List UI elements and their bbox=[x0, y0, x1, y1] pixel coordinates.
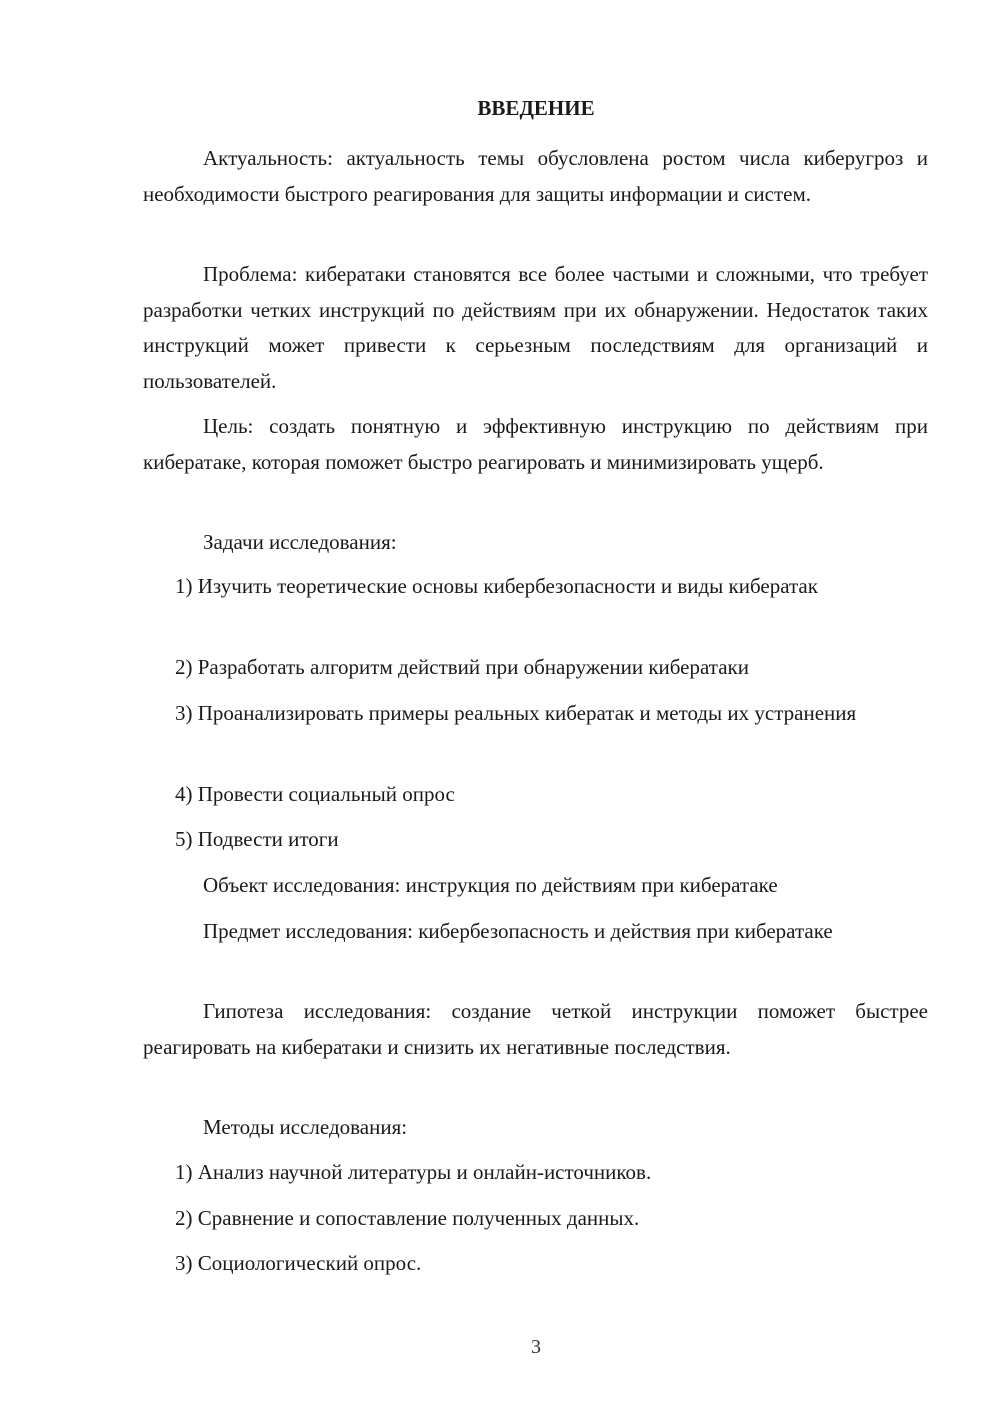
task-item-3: 3) Проанализировать примеры реальных кибератак и методы их устранения bbox=[175, 701, 857, 725]
subject-paragraph: Предмет исследования: кибербезопасность и действия при кибератаке bbox=[203, 919, 833, 943]
task-item-1: 1) Изучить теоретические основы кибербезопасности и виды кибератак bbox=[175, 574, 818, 598]
page-number: 3 bbox=[531, 1336, 541, 1358]
tasks-heading: Задачи исследования: bbox=[203, 530, 397, 554]
task-item-2: 2) Разработать алгоритм действий при обнаружении кибератаки bbox=[175, 655, 749, 679]
page-title: ВВЕДЕНИЕ bbox=[477, 96, 595, 120]
goal-paragraph: Цель: создать понятную и эффективную инструкцию по действиям при кибератаке, которая поможет быстро реагировать и минимизировать ущерб. bbox=[143, 414, 928, 474]
hypothesis-paragraph: Гипотеза исследования: создание четкой инструкции поможет быстрее реагировать на кибератаки и снизить их негативные последствия. bbox=[143, 999, 928, 1059]
relevance-paragraph: Актуальность: актуальность темы обусловлена ростом числа киберугроз и необходимости быстрого реагирования для защиты информации и систем. bbox=[143, 146, 928, 206]
object-paragraph: Объект исследования: инструкция по действиям при кибератаке bbox=[203, 873, 778, 897]
method-item-2: 2) Сравнение и сопоставление полученных данных. bbox=[175, 1206, 640, 1230]
problem-paragraph: Проблема: кибератаки становятся все более частыми и сложными, что требует разработки четких инструкций по действиям при их обнаружении. Недостаток таких инструкций может привести к серьезным последствиям для организаций и пользователей. bbox=[143, 262, 928, 393]
method-item-3: 3) Социологический опрос. bbox=[175, 1251, 422, 1275]
methods-heading: Методы исследования: bbox=[203, 1115, 408, 1139]
method-item-1: 1) Анализ научной литературы и онлайн-источников. bbox=[175, 1160, 652, 1184]
task-item-5: 5) Подвести итоги bbox=[175, 827, 339, 851]
task-item-4: 4) Провести социальный опрос bbox=[175, 782, 455, 806]
